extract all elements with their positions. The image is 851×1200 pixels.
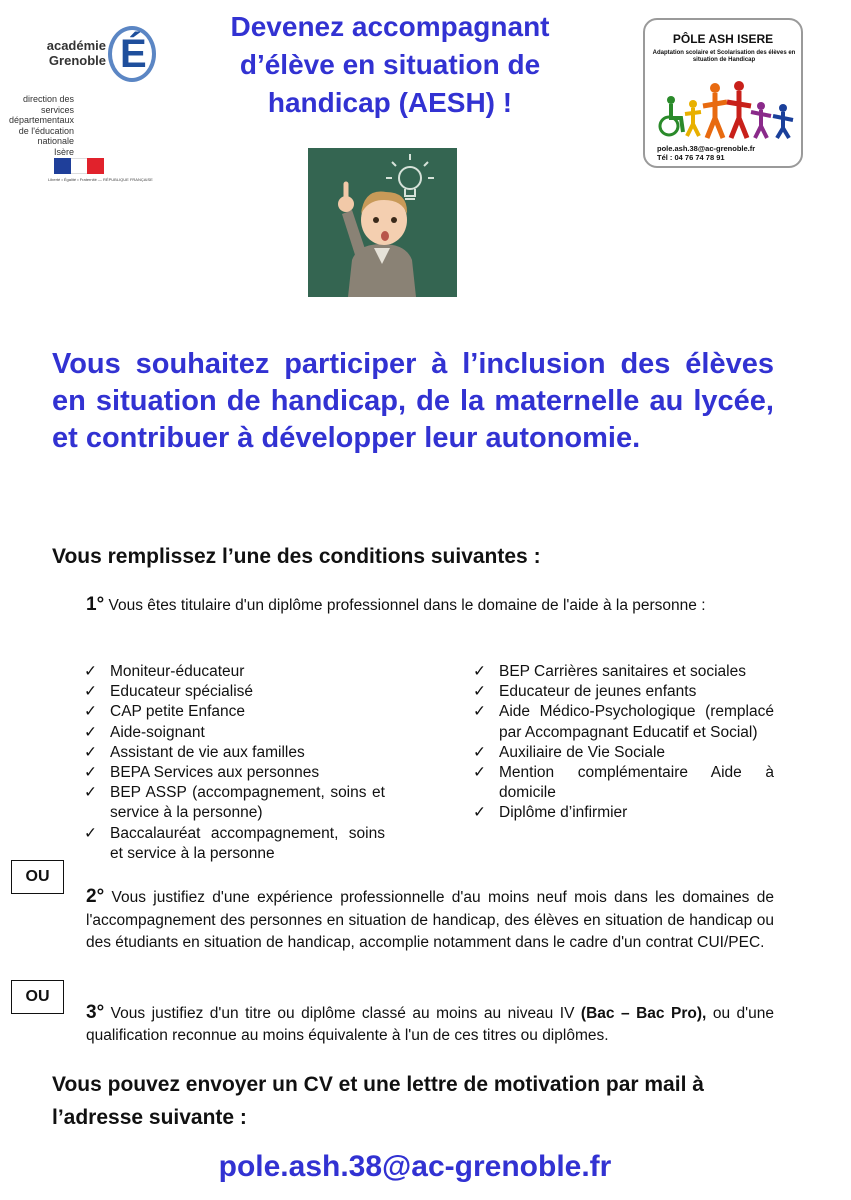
pole-email: pole.ash.38@ac-grenoble.fr [657,144,756,153]
condition-number: 3° [86,1002,105,1023]
diploma-label: Assistant de vie aux familles [110,743,305,761]
academie-letter: É [120,32,147,76]
checkmark-icon: ✓ [473,683,486,701]
list-item [82,763,385,783]
diploma-label: Mention complémentaire Aide à domicile [499,764,774,802]
academie-line1: académie [46,38,106,53]
direction-line: départementaux [8,115,74,125]
condition-3 [86,1002,774,1047]
pole-ash-logo [643,18,803,168]
checkmark-icon: ✓ [473,764,486,782]
diploma-label: BEPA Services aux personnes [110,764,320,782]
child-lightbulb-illustration [308,148,457,297]
direction-line: Isère [53,146,74,157]
checkmark-icon: ✓ [84,764,97,782]
condition-number: 2° [86,886,105,907]
diploma-label: Educateur de jeunes enfants [499,683,697,701]
flag-blue [54,158,71,174]
child-lightbulb-photo [308,148,457,297]
direction-services-text [8,94,74,157]
list-item [471,682,774,702]
diploma-label: Auxiliaire de Vie Sociale [499,743,666,761]
list-item [82,723,385,743]
academie-wordmark [46,38,106,68]
diploma-label: BEP Carrières sanitaires et sociales [499,663,746,680]
pole-heading: PÔLE ASH ISERE [672,32,774,46]
title-line: handicap (AESH) ! [267,87,513,118]
list-item [82,662,385,682]
diploma-label: CAP petite Enfance [110,703,245,721]
condition-1 [86,594,774,617]
checkmark-icon: ✓ [84,663,97,680]
condition-text: Vous êtes titulaire d'un diplôme professionnel dans le domaine de l'aide à la personne : [108,597,706,614]
diplomas-list-left [82,662,385,864]
pole-phone: Tél : 04 76 74 78 91 [657,153,725,162]
checkmark-icon: ✓ [84,824,97,842]
direction-line: direction des services [22,94,74,115]
academie-logo [8,12,158,182]
list-item [471,803,774,823]
list-item [471,763,774,803]
condition-2 [86,886,774,955]
pole-subtitle: Adaptation scolaire et Scolarisation des élèves en situation de Handicap [652,50,796,63]
diploma-label: Aide Médico-Psychologique (remplacé par Accompagnant Educatif et Social) [499,703,774,741]
checkmark-icon: ✓ [473,743,486,761]
diploma-label: Aide-soignant [110,723,205,741]
checkmark-icon: ✓ [84,703,97,721]
cta-text: Vous pouvez envoyer un CV et une lettre de motivation par mail à l’adresse suivante : [52,1073,704,1129]
diploma-label: Baccalauréat accompagnement, soins et service à la personne [110,824,385,862]
academie-e-emblem [108,26,156,82]
ou-box: OU [11,980,64,1014]
list-item [82,702,385,722]
republique-francaise-text: Liberté • Égalité • Fraternité — RÉPUBLIQUE FRANÇAISE [48,177,153,182]
diplomas-list-right [471,662,774,824]
pole-contact [657,144,755,162]
people-figures-icon [653,76,797,144]
list-item [82,682,385,702]
checkmark-icon: ✓ [473,703,486,721]
page-title [180,8,600,122]
checkmark-icon: ✓ [84,784,97,802]
condition-text-bold: (Bac – Bac Pro), [580,1005,707,1022]
list-item [82,824,385,864]
academie-line2: Grenoble [48,53,106,68]
title-line: Devenez accompagnant [230,11,550,42]
direction-line: de l'éducation nationale [18,125,74,146]
flag-white [71,158,88,174]
checkmark-icon: ✓ [473,804,486,822]
contact-email-link[interactable]: pole.ash.38@ac-grenoble.fr [218,1150,612,1183]
checkmark-icon: ✓ [473,663,486,680]
condition-text: ou d'une qualification reconnue au moins équivalente à l'un de ces titres ou diplômes. [86,1005,774,1044]
title-line: d’élève en situation de [239,49,541,80]
ou-box: OU [11,860,64,894]
checkmark-icon: ✓ [84,723,97,741]
list-item [82,783,385,823]
flag-red [87,158,104,174]
checkmark-icon: ✓ [84,743,97,761]
condition-text: Vous justifiez d'un titre ou diplôme classé au moins au niveau IV [110,1005,581,1022]
diploma-label: Diplôme d’infirmier [499,804,628,822]
list-item [471,702,774,742]
conditions-heading: Vous remplissez l’une des conditions suivantes : [52,545,541,568]
intro-text: Vous souhaitez participer à l’inclusion des élèves en situation de handicap, de la maternelle au lycée, et contribuer à développer leur autonomie. [52,348,774,454]
french-flag-icon [54,158,104,174]
diploma-label: Educateur spécialisé [110,683,254,701]
diploma-label: Moniteur-éducateur [110,663,245,680]
list-item [82,743,385,763]
condition-text: Vous justifiez d'une expérience professionnelle d'au moins neuf mois dans les domaines de l'accompagnement des personnes en situation de handicap, des élèves en situation de handicap ou des étudiants en situation de handicap, accomplie notamment dans le cadre d'un contrat CUI/PEC. [86,889,774,951]
list-item [471,662,774,682]
condition-number: 1° [86,594,105,615]
list-item [471,743,774,763]
checkmark-icon: ✓ [84,683,97,701]
diploma-label: BEP ASSP (accompagnement, soins et service à la personne) [110,784,385,822]
